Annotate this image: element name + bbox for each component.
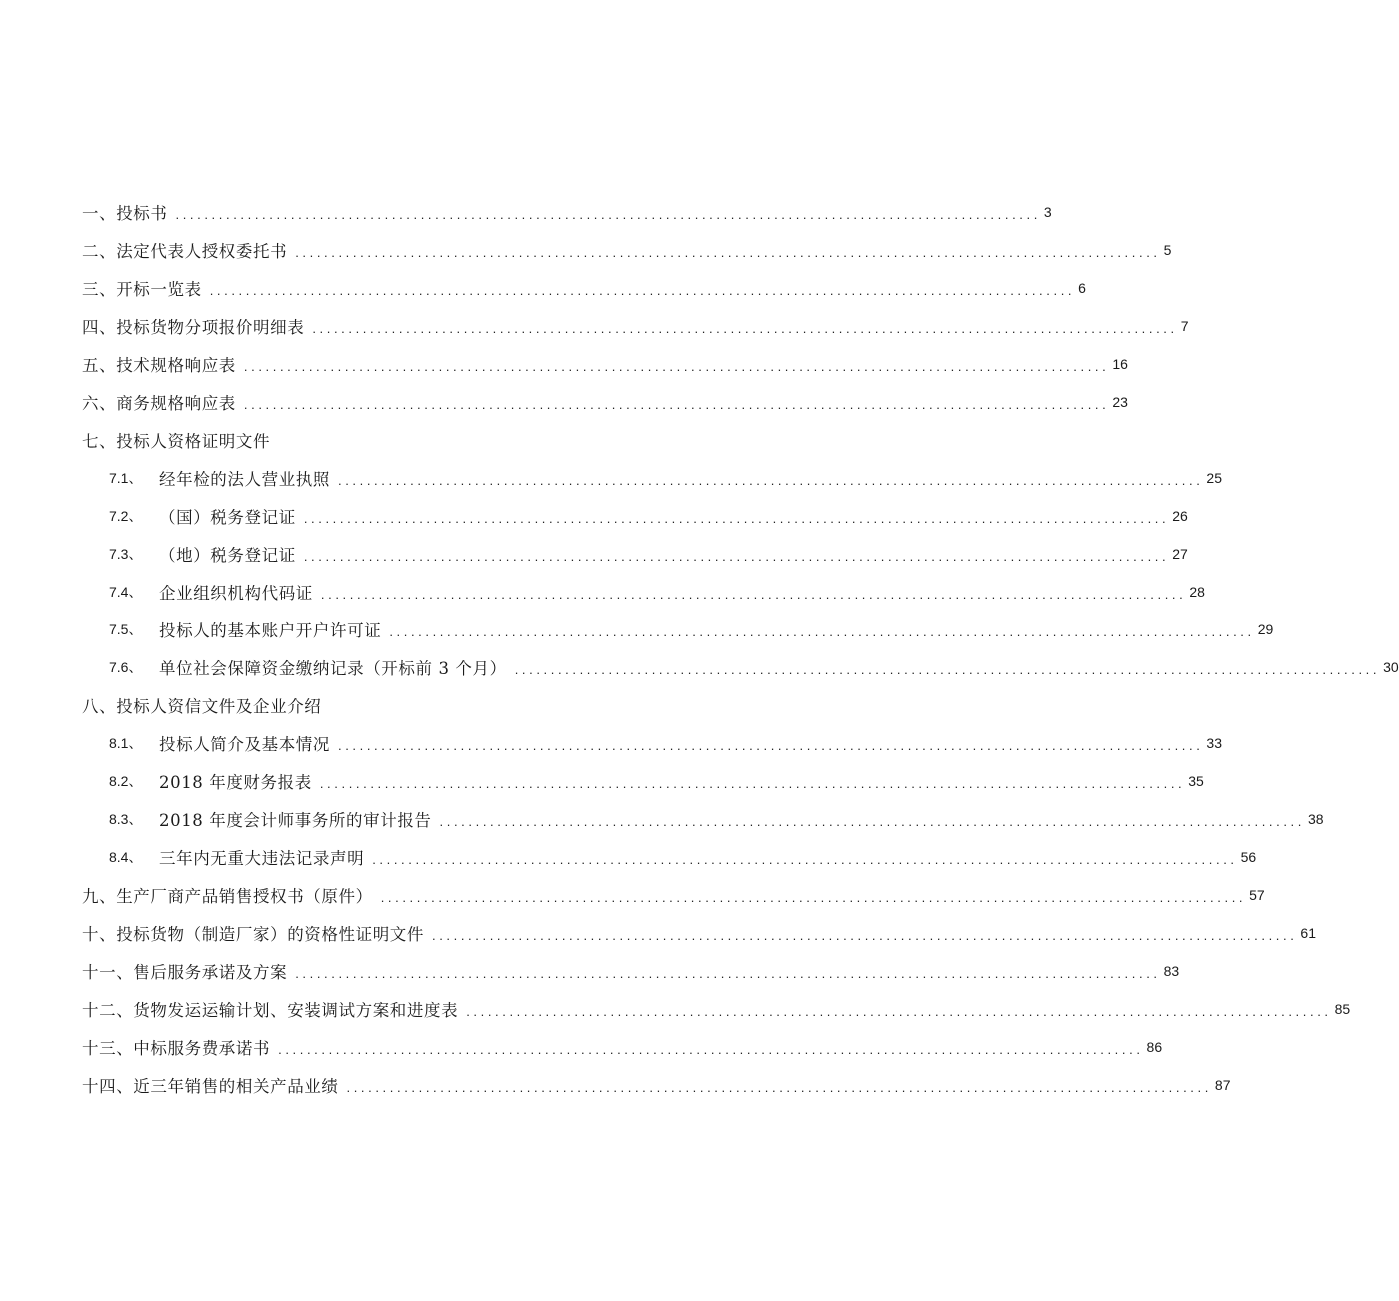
dot-leader: ........................................................................................................................ xyxy=(320,586,1187,602)
toc-page-number: 86 xyxy=(1146,1038,1163,1055)
toc-entry-title: 2018 年度会计师事务所的审计报告 xyxy=(159,811,432,831)
dot-leader: ........................................................................................................................ xyxy=(466,1003,1332,1019)
toc-entry-number: 7.2、 xyxy=(109,507,143,524)
toc-page-number: 30 xyxy=(1383,659,1399,676)
toc-entry-number: 7.4、 xyxy=(109,583,143,600)
dot-leader: ........................................................................................................................ xyxy=(209,282,1076,298)
toc-entry[interactable] xyxy=(109,845,1257,869)
toc-entry-title: 六、商务规格响应表 xyxy=(82,393,236,413)
toc-entry[interactable] xyxy=(82,352,1128,376)
toc-entry-title: 二、法定代表人授权委托书 xyxy=(82,241,288,261)
toc-entry[interactable] xyxy=(82,921,1316,945)
toc-entry[interactable] xyxy=(82,276,1086,300)
dot-leader: ........................................................................................................................ xyxy=(439,814,1305,830)
toc-entry-number: 8.1、 xyxy=(109,735,143,752)
dot-leader: ........................................................................................................................ xyxy=(243,396,1110,412)
toc-page-number: 87 xyxy=(1214,1076,1231,1093)
dot-leader: ........................................................................................................................ xyxy=(312,320,1178,336)
toc-page-number: 38 xyxy=(1307,811,1324,828)
toc-section-heading[interactable] xyxy=(82,693,764,717)
toc-entry[interactable] xyxy=(82,314,1189,338)
toc-page-number: 5 xyxy=(1163,241,1172,258)
toc-entry-title: 2018 年度财务报表 xyxy=(159,773,312,793)
dot-leader: ........................................................................................................................ xyxy=(175,207,1041,222)
toc-entry-title: 三、开标一览表 xyxy=(82,279,202,299)
toc-page-number: 35 xyxy=(1188,773,1204,790)
toc-page-number: 28 xyxy=(1189,583,1205,600)
toc-entry[interactable] xyxy=(109,542,1188,566)
toc-entry-title: 企业组织机构代码证 xyxy=(159,583,313,603)
toc-entry[interactable] xyxy=(82,1073,1231,1097)
toc-entry-number: 7.5、 xyxy=(109,621,143,638)
toc-entry-title: （地）税务登记证 xyxy=(159,545,296,565)
toc-entry-title: 十一、售后服务承诺及方案 xyxy=(82,963,288,982)
dot-leader: ........................................................................................................................ xyxy=(514,662,1381,678)
toc-entry-title: 经年检的法人营业执照 xyxy=(159,469,330,489)
dot-leader: ........................................................................................................................ xyxy=(303,510,1170,526)
dot-leader: ........................................................................................................................ xyxy=(278,1041,1144,1057)
toc-entry-title: 十四、近三年销售的相关产品业绩 xyxy=(82,1076,339,1096)
toc-entry[interactable] xyxy=(109,807,1324,831)
dot-leader: ........................................................................................................................ xyxy=(303,548,1170,564)
toc-entry-number: 8.2、 xyxy=(109,773,143,790)
dot-leader: ........................................................................................................................ xyxy=(319,776,1186,792)
toc-entry-number: 7.3、 xyxy=(109,545,143,562)
toc-entry[interactable] xyxy=(82,238,1172,262)
toc-page-number: 7 xyxy=(1180,317,1189,334)
toc-entry[interactable] xyxy=(109,580,1205,604)
dot-leader: ........................................................................................................................ xyxy=(338,472,1204,488)
dot-leader: ........................................................................................................................ xyxy=(346,1079,1212,1095)
toc-entry-title: 投标人的基本账户开户许可证 xyxy=(159,621,382,641)
toc-entry[interactable] xyxy=(109,466,1222,490)
toc-entry-title: 十三、中标服务费承诺书 xyxy=(82,1038,271,1058)
toc-page-number: 29 xyxy=(1257,621,1274,638)
toc-entry[interactable] xyxy=(109,617,1274,641)
toc-page-number: 25 xyxy=(1206,469,1222,486)
toc-entry[interactable] xyxy=(82,883,1265,907)
toc-page-number: 61 xyxy=(1300,925,1316,942)
toc-entry-title: 七、投标人资格证明文件 xyxy=(82,431,271,451)
toc-entry-number: 8.4、 xyxy=(109,849,143,866)
toc-page-number: 6 xyxy=(1078,279,1086,296)
toc-entry-number: 7.1、 xyxy=(109,469,143,486)
toc-page-number: 57 xyxy=(1249,887,1265,904)
toc-entry-title: 投标人简介及基本情况 xyxy=(159,735,330,755)
toc-section-heading[interactable] xyxy=(82,428,764,452)
toc-page-number: 83 xyxy=(1163,963,1180,979)
toc-entry-title: 单位社会保障资金缴纳记录（开标前 3 个月） xyxy=(159,659,507,679)
toc-page-number: 33 xyxy=(1206,735,1222,752)
dot-leader: ........................................................................................................................ xyxy=(380,890,1247,906)
toc-entry-title: 八、投标人资信文件及企业介绍 xyxy=(82,697,322,717)
toc-entry[interactable] xyxy=(82,1035,1163,1059)
toc-entry[interactable] xyxy=(82,997,1351,1021)
dot-leader: ........................................................................................................................ xyxy=(432,928,1298,944)
toc-entry-number: 7.6、 xyxy=(109,659,143,676)
dot-leader: ........................................................................................................................ xyxy=(338,738,1204,754)
toc-page-number: 27 xyxy=(1172,545,1188,562)
dot-leader: ........................................................................................................................ xyxy=(372,852,1238,868)
toc-page-number: 85 xyxy=(1334,1000,1351,1017)
toc-entry[interactable] xyxy=(82,959,1180,983)
toc-page-number: 26 xyxy=(1172,507,1188,524)
toc-entry[interactable] xyxy=(109,504,1188,528)
toc-page-number: 23 xyxy=(1112,393,1128,410)
toc-entry-number: 8.3、 xyxy=(109,811,143,828)
dot-leader: ........................................................................................................................ xyxy=(295,966,1161,981)
toc-page-number: 16 xyxy=(1112,355,1128,372)
toc-entry[interactable] xyxy=(82,390,1128,414)
toc-entry-title: 十二、货物发运运输计划、安装调试方案和进度表 xyxy=(82,1000,459,1020)
toc-entry-title: （国）税务登记证 xyxy=(159,507,296,527)
toc-entry[interactable] xyxy=(82,200,1052,224)
toc-entry[interactable] xyxy=(109,769,1204,793)
toc-entry-title: 五、技术规格响应表 xyxy=(82,355,236,375)
dot-leader: ........................................................................................................................ xyxy=(389,624,1255,640)
dot-leader: ........................................................................................................................ xyxy=(295,244,1161,260)
toc-entry-title: 三年内无重大违法记录声明 xyxy=(159,849,365,869)
dot-leader: ........................................................................................................................ xyxy=(243,358,1110,374)
toc-page-number: 3 xyxy=(1043,204,1052,220)
toc-entry[interactable] xyxy=(109,731,1222,755)
toc-entry-title: 四、投标货物分项报价明细表 xyxy=(82,317,305,337)
toc-entry-title: 九、生产厂商产品销售授权书（原件） xyxy=(82,887,373,907)
toc-entry-title: 十、投标货物（制造厂家）的资格性证明文件 xyxy=(82,925,424,945)
toc-page-number: 56 xyxy=(1240,849,1257,866)
toc-entry[interactable] xyxy=(109,655,1399,679)
toc-entry-title: 一、投标书 xyxy=(82,204,168,223)
